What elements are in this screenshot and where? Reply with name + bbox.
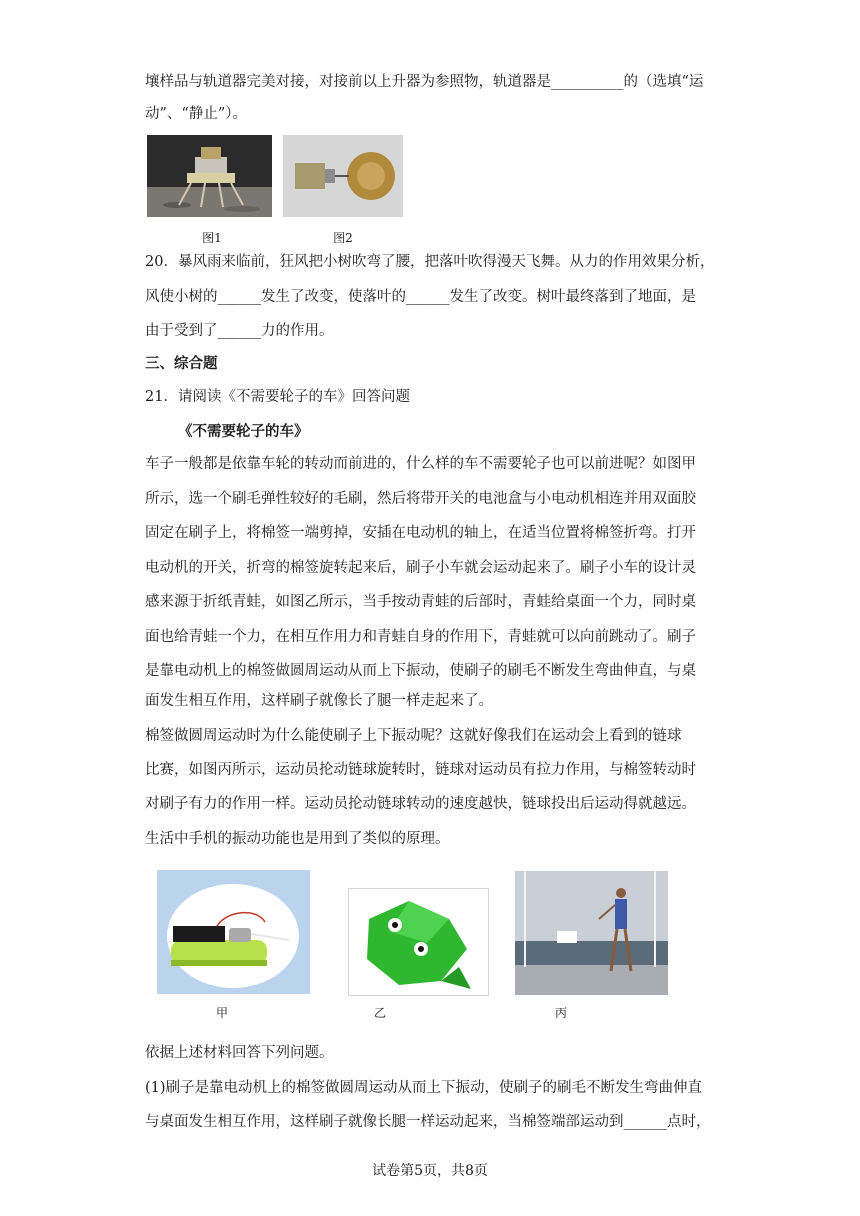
paragraph-line: 是靠电动机上的棉签做圆周运动从而上下振动，使刷子的刷毛不断发生弯曲伸直，与桌 bbox=[145, 663, 696, 679]
q19-line-2: 动”、“静止”）。 bbox=[145, 106, 247, 122]
paragraph-line: 感来源于折纸青蛙，如图乙所示，当手按动青蛙的后部时，青蛙给桌面一个力，同时桌 bbox=[145, 594, 696, 610]
paragraph-line: 所示，选一个刷毛弹性较好的毛刷，然后将带开关的电池盒与小电动机相连并用双面胶 bbox=[145, 491, 696, 507]
q20-line-1: 20．暴风雨来临前，狂风把小树吹弯了腰，把落叶吹得漫天飞舞。从力的作用效果分析， bbox=[145, 254, 715, 270]
paragraph-line: 电动机的开关，折弯的棉签旋转起来后，刷子小车就会运动起来了。刷子小车的设计灵 bbox=[145, 560, 696, 576]
q20-line-3: 由于受到了______力的作用。 bbox=[145, 323, 334, 339]
q21-sub1-line-2: 与桌面发生相互作用，这样刷子就像长腿一样运动起来，当棉签端部运动到______点时， bbox=[145, 1114, 711, 1130]
q21-sub1-line-1: (1)刷子是靠电动机上的棉签做圆周运动从而上下振动，使刷子的刷毛不断发生弯曲伸直 bbox=[145, 1080, 703, 1096]
article-title: 《不需要轮子的车》 bbox=[178, 423, 309, 440]
paragraph-line: 棉签做圆周运动时为什么能使刷子上下振动呢？这就好像我们在运动会上看到的链球 bbox=[145, 728, 682, 744]
hammer-throw-image bbox=[515, 871, 668, 995]
q19-line-1: 壤样品与轨道器完美对接，对接前以上升器为参照物，轨道器是__________的（选填“运 bbox=[145, 74, 704, 90]
fig-bing-caption: 丙 bbox=[554, 1006, 567, 1020]
paragraph-line: 对刷子有力的作用一样。运动员抡动链球转动的速度越快，链球投出后运动得就越远。 bbox=[145, 796, 696, 812]
fig-jia-caption: 甲 bbox=[215, 1006, 228, 1020]
section-title: 三、综合题 bbox=[145, 355, 218, 372]
brush-car-image bbox=[157, 870, 310, 994]
paragraph-line: 生活中手机的振动功能也是用到了类似的原理。 bbox=[145, 831, 450, 847]
paper-frog-image bbox=[348, 888, 489, 996]
paragraph-line: 面也给青蛙一个力，在相互作用力和青蛙自身的作用下，青蛙就可以向前跳动了。刷子 bbox=[145, 629, 696, 645]
paragraph-line: 固定在刷子上，将棉签一端剪掉，安插在电动机的轴上，在适当位置将棉签折弯。打开 bbox=[145, 525, 696, 541]
paragraph-line: 车子一般都是依靠车轮的转动而前进的，什么样的车不需要轮子也可以前进呢？如图甲 bbox=[145, 456, 696, 472]
lunar-lander-image bbox=[147, 135, 272, 217]
fig2-caption: 图2 bbox=[333, 231, 353, 245]
page-footer: 试卷第5页，共8页 bbox=[372, 1163, 488, 1179]
q21-intro: 21．请阅读《不需要轮子的车》回答问题 bbox=[145, 389, 410, 405]
docking-image bbox=[283, 135, 403, 217]
fig-yi-caption: 乙 bbox=[373, 1006, 386, 1020]
paragraph-line: 面发生相互作用，这样刷子就像长了腿一样走起来了。 bbox=[145, 693, 493, 709]
fig1-caption: 图1 bbox=[202, 231, 222, 245]
paragraph-line: 比赛，如图丙所示，运动员抡动链球旋转时，链球对运动员有拉力作用，与棉签转动时 bbox=[145, 762, 696, 778]
q20-line-2: 风使小树的______发生了改变，使落叶的______发生了改变。树叶最终落到了地面，是 bbox=[145, 289, 696, 305]
q21-prompt: 依据上述材料回答下列问题。 bbox=[145, 1045, 334, 1061]
